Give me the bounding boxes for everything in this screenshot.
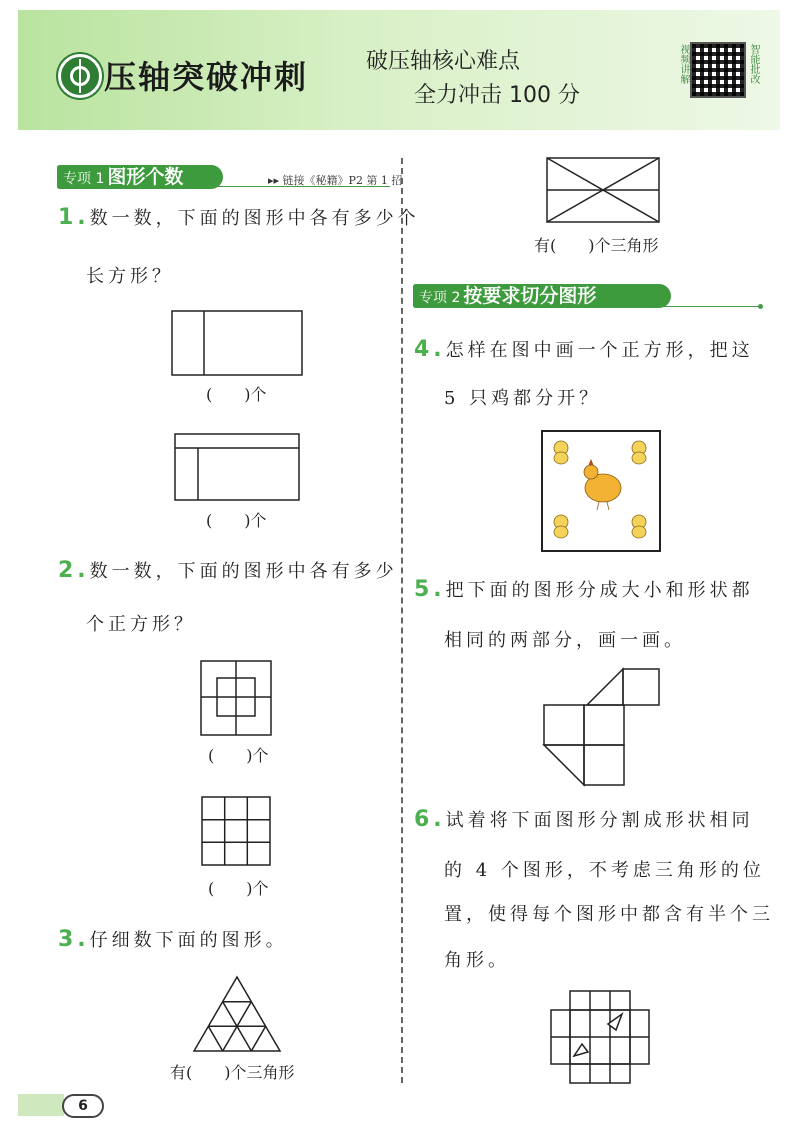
q6-line1 (414, 806, 754, 832)
q1-figure-a (171, 310, 303, 376)
q6-number: 6. (414, 807, 446, 832)
chick-icon (632, 515, 646, 538)
q4-line2: 5 只鸡都分开？ (444, 388, 602, 409)
q6-line4: 角形。 (444, 950, 510, 971)
q1-line1 (58, 204, 420, 230)
q4-text: 怎样在图中画一个正方形，把这 (445, 340, 754, 361)
section2-underline (660, 306, 760, 307)
section1-tag-label: 专项 1 (63, 171, 105, 187)
q6-line2: 的 4 个图形，不考虑三角形的位 (444, 860, 765, 881)
section1-title: 图形个数 (107, 166, 184, 188)
q1-figure-b (174, 433, 300, 501)
qr-left-label: 视频讲解 (678, 44, 689, 84)
crosshair-logo-icon (58, 54, 102, 98)
chick-icon (554, 515, 568, 538)
section2-underline-dot (758, 304, 763, 309)
q4-line1 (414, 336, 754, 362)
section1-tag (57, 165, 223, 189)
q3-caption-rect[interactable]: 有( )个三角形 (534, 236, 659, 255)
q6-line3: 置，使得每个图形中都含有半个三 (444, 904, 774, 925)
q2-line2: 个正方形？ (86, 614, 196, 635)
q4-chicken-figure (541, 430, 661, 552)
q1-caption-a[interactable]: ( )个 (206, 385, 267, 404)
section2-title: 按要求切分图形 (463, 285, 597, 307)
q5-text: 把下面的图形分成大小和形状都 (445, 580, 754, 601)
section2-tag (413, 284, 671, 308)
small-triangle-icon (574, 1044, 588, 1056)
page-number-tab (18, 1094, 64, 1116)
q3-caption-triangle[interactable]: 有( )个三角形 (170, 1063, 295, 1082)
q1-number: 1. (58, 205, 90, 230)
q3-rect-figure (546, 157, 660, 223)
q2-figure-b (201, 796, 271, 866)
section1-link-note: ▸▸ 链接《秘籍》P2 第 1 招 (268, 174, 403, 187)
q2-text: 数一数，下面的图形中各有多少 (89, 561, 398, 582)
q6-text: 试着将下面图形分割成形状相同 (445, 810, 754, 831)
q5-line1 (414, 576, 754, 602)
page-title: 压轴突破冲刺 (104, 58, 309, 96)
header-slogan-line2: 全力冲击 100 分 (414, 83, 580, 108)
q5-line2: 相同的两部分，画一画。 (444, 630, 686, 651)
q2-number: 2. (58, 558, 90, 583)
section2-tag-label: 专项 2 (419, 290, 461, 306)
q1-caption-b[interactable]: ( )个 (206, 511, 267, 530)
q2-caption-b[interactable]: ( )个 (208, 879, 269, 898)
q2-figure-a (200, 660, 272, 736)
column-divider (401, 158, 403, 1083)
q5-figure (543, 668, 661, 788)
q1-line2: 长方形？ (86, 266, 174, 287)
q3-line1 (58, 926, 288, 952)
q4-number: 4. (414, 337, 446, 362)
q6-figure (550, 990, 650, 1084)
q3-triangle-figure (193, 976, 281, 1052)
q5-number: 5. (414, 577, 446, 602)
page-number: 6 (62, 1094, 104, 1118)
q3-text: 仔细数下面的图形。 (89, 930, 288, 951)
q1-text: 数一数，下面的图形中各有多少个 (89, 208, 420, 229)
chick-icon (632, 441, 646, 464)
qr-right-label: 智能批改 (748, 44, 759, 84)
qr-code-icon[interactable] (690, 42, 746, 98)
chick-icon (554, 441, 568, 464)
header-slogan-line1: 破压轴核心难点 (366, 49, 521, 74)
q2-caption-a[interactable]: ( )个 (208, 746, 269, 765)
q2-line1 (58, 557, 398, 583)
q3-number: 3. (58, 927, 90, 952)
